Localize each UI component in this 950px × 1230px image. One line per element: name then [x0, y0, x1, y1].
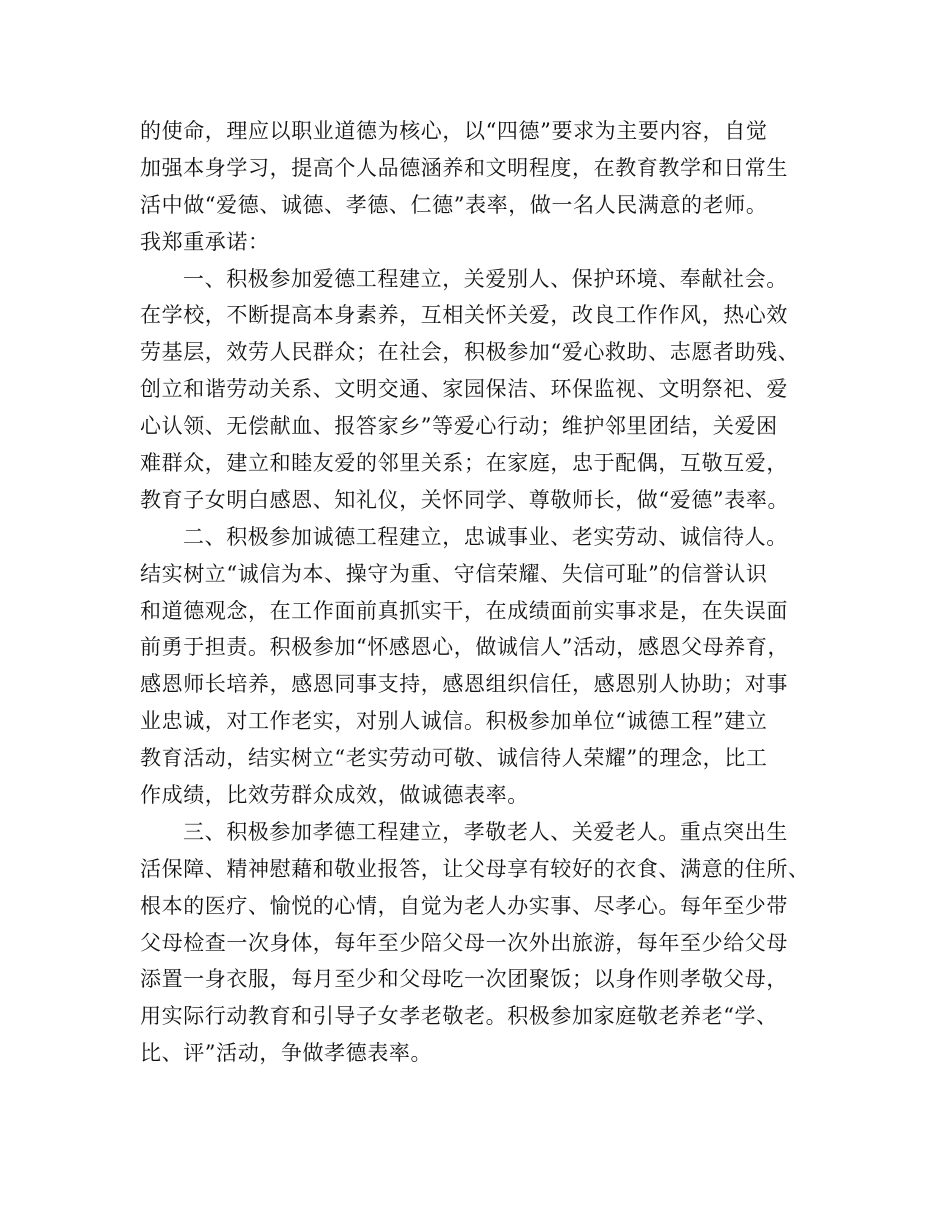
text-line: 比、评”活动，争做孝德表率。: [140, 1041, 433, 1066]
document-body: [140, 113, 830, 1072]
text-line: 我郑重承诺：: [140, 229, 270, 254]
text-line: 作成绩，比效劳群众成效，做诚德表率。: [140, 783, 529, 808]
paragraph-heading-line: 二、积极参加诚德工程建立，忠诚事业、老实劳动、诚信待人。: [183, 524, 788, 549]
text-line: 加强本身学习，提高个人品德涵养和文明程度，在教育教学和日常生: [140, 155, 788, 180]
text-line: 劳基层，效劳人民群众；在社会，积极参加“爱心救助、志愿者助残、: [140, 340, 800, 365]
text-line: 用实际行动教育和引导子女孝老敬老。积极参加家庭敬老养老“学、: [140, 1004, 778, 1029]
text-line: 和道德观念，在工作面前真抓实干，在成绩面前实事求是，在失误面: [140, 598, 788, 623]
text-line: 结实树立“诚信为本、操守为重、守信荣耀、失信可耻”的信誉认识: [140, 561, 768, 586]
text-line: 教育子女明白感恩、知礼仪，关怀同学、尊敬师长，做“爱德”表率。: [140, 487, 790, 512]
text-line: 在学校，不断提高本身素养，互相关怀关爱，改良工作作风，热心效: [140, 303, 788, 328]
text-line: 难群众，建立和睦友爱的邻里关系；在家庭，忠于配偶，互敬互爱，: [140, 451, 788, 476]
text-line: 活保障、精神慰藉和敬业报答，让父母享有较好的衣食、满意的住所、: [140, 856, 810, 881]
text-line: 父母检查一次身体，每年至少陪父母一次外出旅游，每年至少给父母: [140, 930, 788, 955]
text-line: 创立和谐劳动关系、文明交通、家园保洁、环保监视、文明祭祀、爱: [140, 377, 788, 402]
text-line: 前勇于担责。积极参加“怀感恩心，做诚信人”活动，感恩父母养育，: [140, 635, 790, 660]
paragraph-heading-line: 一、积极参加爱德工程建立，关爱别人、保护环境、奉献社会。: [183, 266, 788, 291]
text-line: 添置一身衣服，每月至少和父母吃一次团聚饭；以身作则孝敬父母，: [140, 967, 788, 992]
text-line: 根本的医疗、愉悦的心情，自觉为老人办实事、尽孝心。每年至少带: [140, 893, 788, 918]
paragraph-heading-line: 三、积极参加孝德工程建立，孝敬老人、关爱老人。重点突出生: [183, 819, 788, 844]
text-line: 活中做“爱德、诚德、孝德、仁德”表率，做一名人民满意的老师。: [140, 192, 768, 217]
text-line: 感恩师长培养，感恩同事支持，感恩组织信任，感恩别人协助；对事: [140, 672, 788, 697]
text-line: 教育活动，结实树立“老实劳动可敬、诚信待人荣耀”的理念，比工: [140, 746, 768, 771]
text-line: 业忠诚，对工作老实，对别人诚信。积极参加单位“诚德工程”建立: [140, 709, 768, 734]
text-line: 的使命，理应以职业道德为核心，以“四德”要求为主要内容，自觉: [140, 119, 768, 143]
text-line: 心认领、无偿献血、报答家乡”等爱心行动；维护邻里团结，关爱困: [140, 414, 778, 439]
